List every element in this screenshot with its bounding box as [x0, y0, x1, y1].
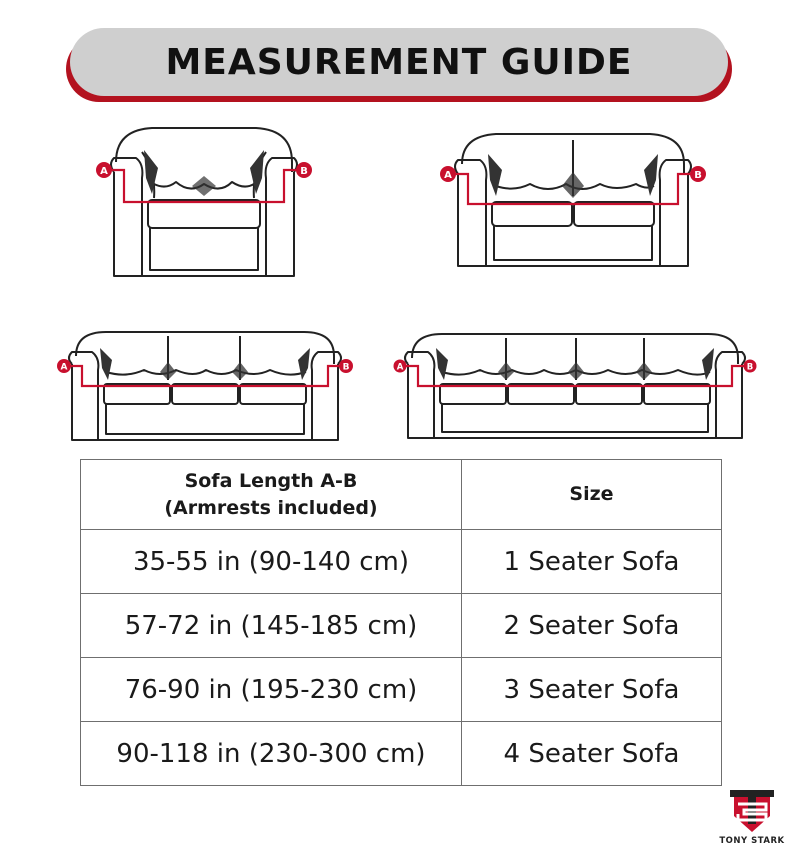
cell-length: 35-55 in (90-140 cm) [81, 530, 462, 594]
brand-shield-icon [712, 786, 792, 836]
table-header-row [81, 460, 722, 530]
label-a: A [396, 362, 404, 373]
label-a: A [60, 362, 68, 373]
label-a: A [100, 166, 108, 177]
cell-size: 1 Seater Sofa [462, 530, 722, 594]
cell-length: 57-72 in (145-185 cm) [81, 594, 462, 658]
table-row [81, 658, 722, 722]
brand-logo [712, 786, 792, 850]
sofa-illustration-2-seater [440, 130, 706, 270]
table-row [81, 530, 722, 594]
page-title: MEASUREMENT GUIDE [165, 41, 633, 83]
label-b: B [746, 362, 754, 373]
sofa-illustration-4-seater [392, 330, 758, 442]
sofa-illustration-3-seater [56, 328, 354, 444]
cell-size: 3 Seater Sofa [462, 658, 722, 722]
header-length-line2: (Armrests included) [164, 496, 378, 519]
cell-length: 76-90 in (195-230 cm) [81, 658, 462, 722]
size-table [80, 459, 722, 786]
brand-name: TONY STARK [719, 836, 785, 846]
sofa-illustration-1-seater [96, 124, 312, 280]
label-a: A [444, 170, 452, 181]
cell-length: 90-118 in (230-300 cm) [81, 722, 462, 786]
label-b: B [300, 166, 308, 177]
table-row [81, 722, 722, 786]
size-chart-table [80, 459, 721, 786]
table-row [81, 594, 722, 658]
title-banner [70, 28, 728, 96]
label-b: B [342, 362, 350, 373]
header-sofa-length [81, 460, 462, 530]
header-length-line1: Sofa Length A-B [184, 469, 358, 492]
label-b: B [694, 170, 702, 181]
cell-size: 4 Seater Sofa [462, 722, 722, 786]
header-size: Size [462, 460, 722, 530]
cell-size: 2 Seater Sofa [462, 594, 722, 658]
